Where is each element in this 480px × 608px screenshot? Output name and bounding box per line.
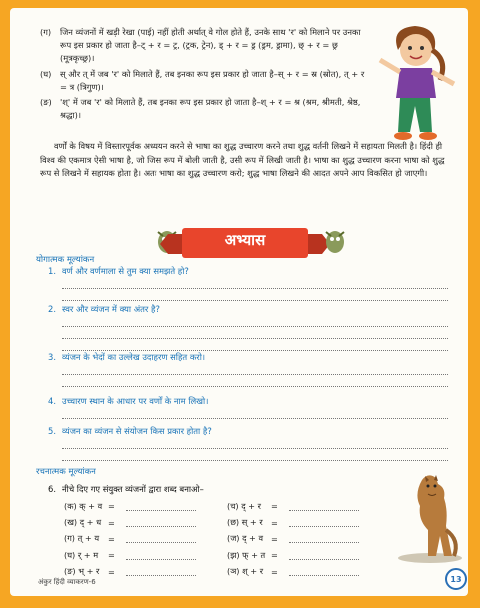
question-number: 4. bbox=[48, 396, 56, 406]
question-number: 1. bbox=[48, 266, 56, 276]
answer-line[interactable] bbox=[62, 277, 448, 289]
question-text: वर्ण और वर्णमाला से तुम क्या समझते हो? bbox=[62, 266, 189, 276]
combo-answer-blank[interactable] bbox=[289, 502, 359, 511]
mascot-right-icon bbox=[322, 226, 348, 256]
equals-sign: = bbox=[108, 501, 115, 512]
combo-row bbox=[64, 514, 394, 530]
question-4 bbox=[48, 396, 448, 426]
equals-sign: = bbox=[271, 550, 278, 561]
combo-table bbox=[64, 498, 394, 580]
combo-answer-blank[interactable] bbox=[289, 567, 359, 576]
answer-line[interactable] bbox=[62, 363, 448, 375]
rule-marker: (ग) bbox=[40, 27, 52, 37]
page-number-badge: 13 bbox=[445, 568, 467, 590]
answer-line[interactable] bbox=[62, 449, 448, 461]
combo-row bbox=[64, 498, 394, 514]
rule-ga bbox=[40, 26, 370, 66]
equals-sign: = bbox=[108, 566, 115, 577]
question-number: 2. bbox=[48, 304, 56, 314]
combo-answer-blank[interactable] bbox=[126, 518, 196, 527]
question-number: 6. bbox=[48, 484, 56, 494]
equals-sign: = bbox=[271, 533, 278, 544]
combo-answer-blank[interactable] bbox=[126, 534, 196, 543]
answer-line[interactable] bbox=[62, 437, 448, 449]
question-6 bbox=[48, 484, 204, 495]
combo-label: (क) क् + व bbox=[64, 500, 103, 511]
rules-list bbox=[40, 26, 370, 124]
summary-paragraph: वर्णों के विषय में विस्तारपूर्वक अध्ययन करने से भाषा का शुद्ध उच्चारण करने तथा शुद्ध वर्तनी लिखने में सहायता मिलती है। हिंदी ही विश्व की एकमात्र ऐसी भाषा है, जो जिस रूप में बोली जाती है, उसी रूप में लिखी जाती है। भाषा का शुद्ध उच्चारण करना भाषा को शुद्ध रूप से लिखने में सहायक होता है। अतः भाषा का शुद्ध उच्चारण करो; शुद्ध भाषा लिखने की आदत अपने आप विकसित हो जाएगी। bbox=[40, 141, 445, 179]
answer-line[interactable] bbox=[62, 407, 448, 419]
combo-label: (ङ) भ् + र bbox=[64, 566, 100, 577]
equals-sign: = bbox=[108, 517, 115, 528]
rule-text: 'श्' में जब 'र' को मिलाते हैं, तब इनका रूप इस प्रकार हो जाता है–श् + र = श्र (श्रम, श्रीमती, श्रेष्ठ, श्रद्धा)। bbox=[60, 97, 361, 121]
answer-line[interactable] bbox=[62, 315, 448, 327]
equals-sign: = bbox=[108, 550, 115, 561]
rule-marker: (ङ) bbox=[40, 97, 52, 108]
question-3 bbox=[48, 352, 448, 396]
question-text: उच्चारण स्थान के आधार पर वर्णों के नाम लिखो। bbox=[62, 396, 209, 406]
question-1 bbox=[48, 266, 448, 304]
book-title: अंकुर हिंदी व्याकरण-6 bbox=[38, 578, 96, 586]
answer-line[interactable] bbox=[62, 289, 448, 301]
combo-label: (घ) र् + म bbox=[64, 549, 99, 560]
equals-sign: = bbox=[271, 566, 278, 577]
question-text: नीचे दिए गए संयुक्त व्यंजनों द्वारा शब्द बनाओ– bbox=[62, 484, 204, 494]
combo-answer-blank[interactable] bbox=[289, 551, 359, 560]
cougar-illustration bbox=[392, 470, 466, 566]
combo-label: (ख) द् + ध bbox=[64, 517, 102, 528]
combo-answer-blank[interactable] bbox=[126, 551, 196, 560]
combo-label: (च) द् + र bbox=[227, 500, 261, 511]
combo-answer-blank[interactable] bbox=[289, 534, 359, 543]
combo-answer-blank[interactable] bbox=[289, 518, 359, 527]
rule-text: स् और त् में जब 'र' को मिलाते हैं, तब इनका रूप इस प्रकार हो जाता है–स् + र = स्र (स्रोत), त् + र = त्र (त्रिगुण)। bbox=[60, 68, 365, 92]
page bbox=[10, 8, 468, 596]
section-title-yogatmak: योगात्मक मूल्यांकन bbox=[36, 255, 95, 265]
question-number: 3. bbox=[48, 352, 56, 362]
girl-illustration bbox=[370, 20, 460, 144]
equals-sign: = bbox=[271, 517, 278, 528]
combo-label: (झ) फ् + त bbox=[227, 549, 266, 560]
question-2 bbox=[48, 304, 448, 352]
answer-line[interactable] bbox=[62, 339, 448, 351]
combo-label: (ग) त् + य bbox=[64, 533, 100, 544]
combo-label: (ञ) श् + र bbox=[227, 566, 264, 577]
question-text: व्यंजन के भेदों का उल्लेख उदाहरण सहित करो। bbox=[62, 352, 206, 362]
combo-row bbox=[64, 531, 394, 547]
section-title-rachnatmak: रचनात्मक मूल्यांकन bbox=[36, 467, 96, 477]
combo-label: (ज) द् + व bbox=[227, 533, 264, 544]
rule-marker: (घ) bbox=[40, 68, 52, 79]
equals-sign: = bbox=[108, 533, 115, 544]
answer-line[interactable] bbox=[62, 327, 448, 339]
combo-row bbox=[64, 564, 394, 580]
combo-answer-blank[interactable] bbox=[126, 502, 196, 511]
question-5 bbox=[48, 426, 448, 466]
question-text: व्यंजन का व्यंजन से संयोजन किस प्रकार होता है? bbox=[62, 426, 212, 436]
combo-label: (छ) स् + र bbox=[227, 517, 263, 528]
rule-text: जिन व्यंजनों में खड़ी रेखा (पाई) नहीं होती अर्थात् वे गोल होते हैं, उनके साथ 'र' को मिलाने पर उनका रूप इस प्रकार हो जाता है–ट् + र = ट्र, (ट्रक, ट्रेन), ड् + र = ड्र (ड्रम, ड्रामा), छ् + र = छ्र (मूत्रकृच्छ्र)। bbox=[60, 27, 361, 64]
combo-row bbox=[64, 547, 394, 563]
equals-sign: = bbox=[271, 501, 278, 512]
combo-answer-blank[interactable] bbox=[126, 567, 196, 576]
answer-line[interactable] bbox=[62, 375, 448, 387]
question-number: 5. bbox=[48, 426, 56, 436]
question-list bbox=[48, 266, 448, 466]
rule-gha bbox=[40, 68, 370, 94]
rule-nga bbox=[40, 96, 370, 122]
question-text: स्वर और व्यंजन में क्या अंतर है? bbox=[62, 304, 160, 314]
banner-title: अभ्यास bbox=[224, 231, 266, 249]
